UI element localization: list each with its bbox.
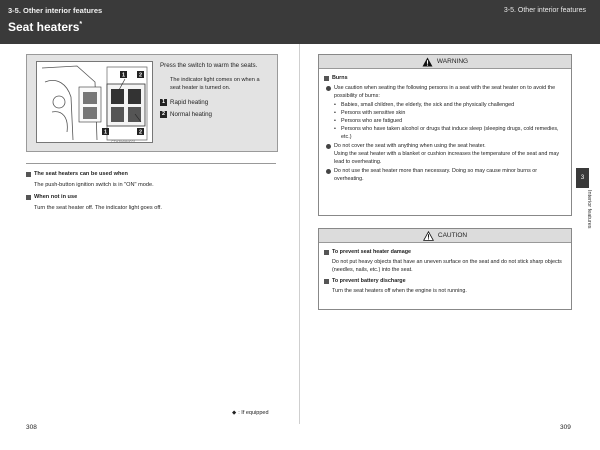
instruction-text: Press the switch to warm the seats. <box>160 62 258 69</box>
note-body: The push-button ignition switch is in "ON" mode. <box>34 181 154 188</box>
round-bullet-icon <box>326 144 331 149</box>
title-asterisk: * <box>79 21 83 28</box>
page-spine <box>299 44 300 424</box>
seat-heater-illustration <box>36 61 153 143</box>
chapter-tab-label: Interior features <box>586 190 592 229</box>
figure-box <box>26 54 278 152</box>
square-bullet-icon <box>26 195 31 200</box>
footnote <box>232 410 269 416</box>
square-bullet-icon <box>324 279 329 284</box>
warning-header <box>319 55 571 69</box>
caution-heading <box>324 277 566 285</box>
round-bullet-icon <box>326 169 331 174</box>
warning-item <box>324 84 566 100</box>
warning-subitem: • Persons with sensitive skin <box>334 110 406 116</box>
warning-title: WARNING <box>436 58 469 65</box>
legend-item-rapid <box>160 98 270 107</box>
legend-number-2: 2 <box>161 111 166 117</box>
notes-divider <box>26 163 276 164</box>
page-header <box>0 0 600 44</box>
square-bullet-icon <box>324 76 329 81</box>
caution-body <box>319 243 571 301</box>
warning-subitem: • Persons who have taken alcohol or drugs that induce sleep (sleeping drugs, cold remedies, etc.) <box>334 125 566 141</box>
warning-icon <box>422 57 433 67</box>
warning-item <box>324 167 566 183</box>
warning-item-text: Use caution when seating the following persons in a seat with the seat heater on to avoid the possibility of burns: <box>334 85 556 99</box>
footnote-text: : If equipped <box>238 410 269 416</box>
warning-body <box>319 69 571 187</box>
legend-number-1: 1 <box>161 99 166 105</box>
callout-2-top: 2 <box>138 72 143 79</box>
page-number-right: 309 <box>560 424 571 431</box>
caution-icon <box>423 231 434 241</box>
figure-code: CTH3WMW021 <box>111 140 136 144</box>
section-title: 3-5. Other interior features <box>8 6 103 15</box>
caution-heading <box>324 248 566 256</box>
square-bullet-icon <box>26 172 31 177</box>
warning-box <box>318 54 572 216</box>
note-body: Turn the seat heater off. The indicator light goes off. <box>34 204 162 211</box>
chapter-tab[interactable]: 3 <box>576 168 589 188</box>
page-number-left: 308 <box>26 424 37 431</box>
warning-item-line: Do not cover the seat with anything when using the seat heater. <box>334 143 486 149</box>
warning-subitem-text: Babies, small children, the elderly, the sick and the physically challenged <box>341 102 515 108</box>
warning-sublist <box>324 101 566 141</box>
caution-header <box>319 229 571 243</box>
right-section-title: 3-5. Other interior features <box>503 7 586 14</box>
callout-1-bottom: 1 <box>103 129 108 136</box>
console-drawing <box>37 62 152 142</box>
indicator-note: The indicator light comes on when a seat heater is turned on. <box>170 77 260 91</box>
note-heading <box>26 193 276 202</box>
caution-heading-text: To prevent seat heater damage <box>332 249 411 255</box>
warning-item-text <box>334 142 566 166</box>
page-title <box>8 20 82 34</box>
round-bullet-icon <box>326 86 331 91</box>
diamond-icon: ◆ <box>232 410 237 416</box>
warning-subitem-text: Persons who have taken alcohol or drugs that induce sleep (sleeping drugs, cold remedies, etc.) <box>341 126 559 140</box>
legend-label-normal: Normal heating <box>170 111 212 118</box>
callout-1-top: 1 <box>121 72 126 79</box>
warning-heading-text: Burns <box>332 75 348 81</box>
square-bullet-icon <box>324 250 329 255</box>
warning-item-text: Do not use the seat heater more than necessary. Doing so may cause minor burns or overheating. <box>334 168 538 182</box>
caution-heading-text: To prevent battery discharge <box>332 278 406 284</box>
warning-subitem-text: Persons who are fatigued <box>341 118 403 124</box>
note-heading <box>26 170 276 179</box>
legend-item-normal <box>160 110 270 119</box>
caution-box <box>318 228 572 310</box>
warning-subitem-text: Persons with sensitive skin <box>341 110 406 116</box>
legend-label-rapid: Rapid heating <box>170 99 209 106</box>
usage-notes <box>26 163 276 216</box>
caution-text: Turn the seat heaters off when the engine is not running. <box>332 288 467 294</box>
note-heading-text: When not in use <box>34 194 78 200</box>
warning-item-extra: Using the seat heater with a blanket or cushion increases the temperature of the seat and may lead to overheating. <box>334 151 560 165</box>
warning-heading <box>324 74 566 82</box>
warning-item <box>324 142 566 166</box>
caution-text: Do not put heavy objects that have an uneven surface on the seat and do not stick sharp objects (needles, nails, etc.) into the seat. <box>332 259 562 273</box>
figure-text <box>160 61 270 122</box>
warning-subitem: • Babies, small children, the elderly, the sick and the physically challenged <box>334 102 515 108</box>
callout-2-bottom: 2 <box>138 129 143 136</box>
warning-subitem: • Persons who are fatigued <box>334 118 403 124</box>
caution-title: CAUTION <box>437 232 468 239</box>
note-heading-text: The seat heaters can be used when <box>34 171 128 177</box>
page-title-text: Seat heaters <box>8 20 80 34</box>
